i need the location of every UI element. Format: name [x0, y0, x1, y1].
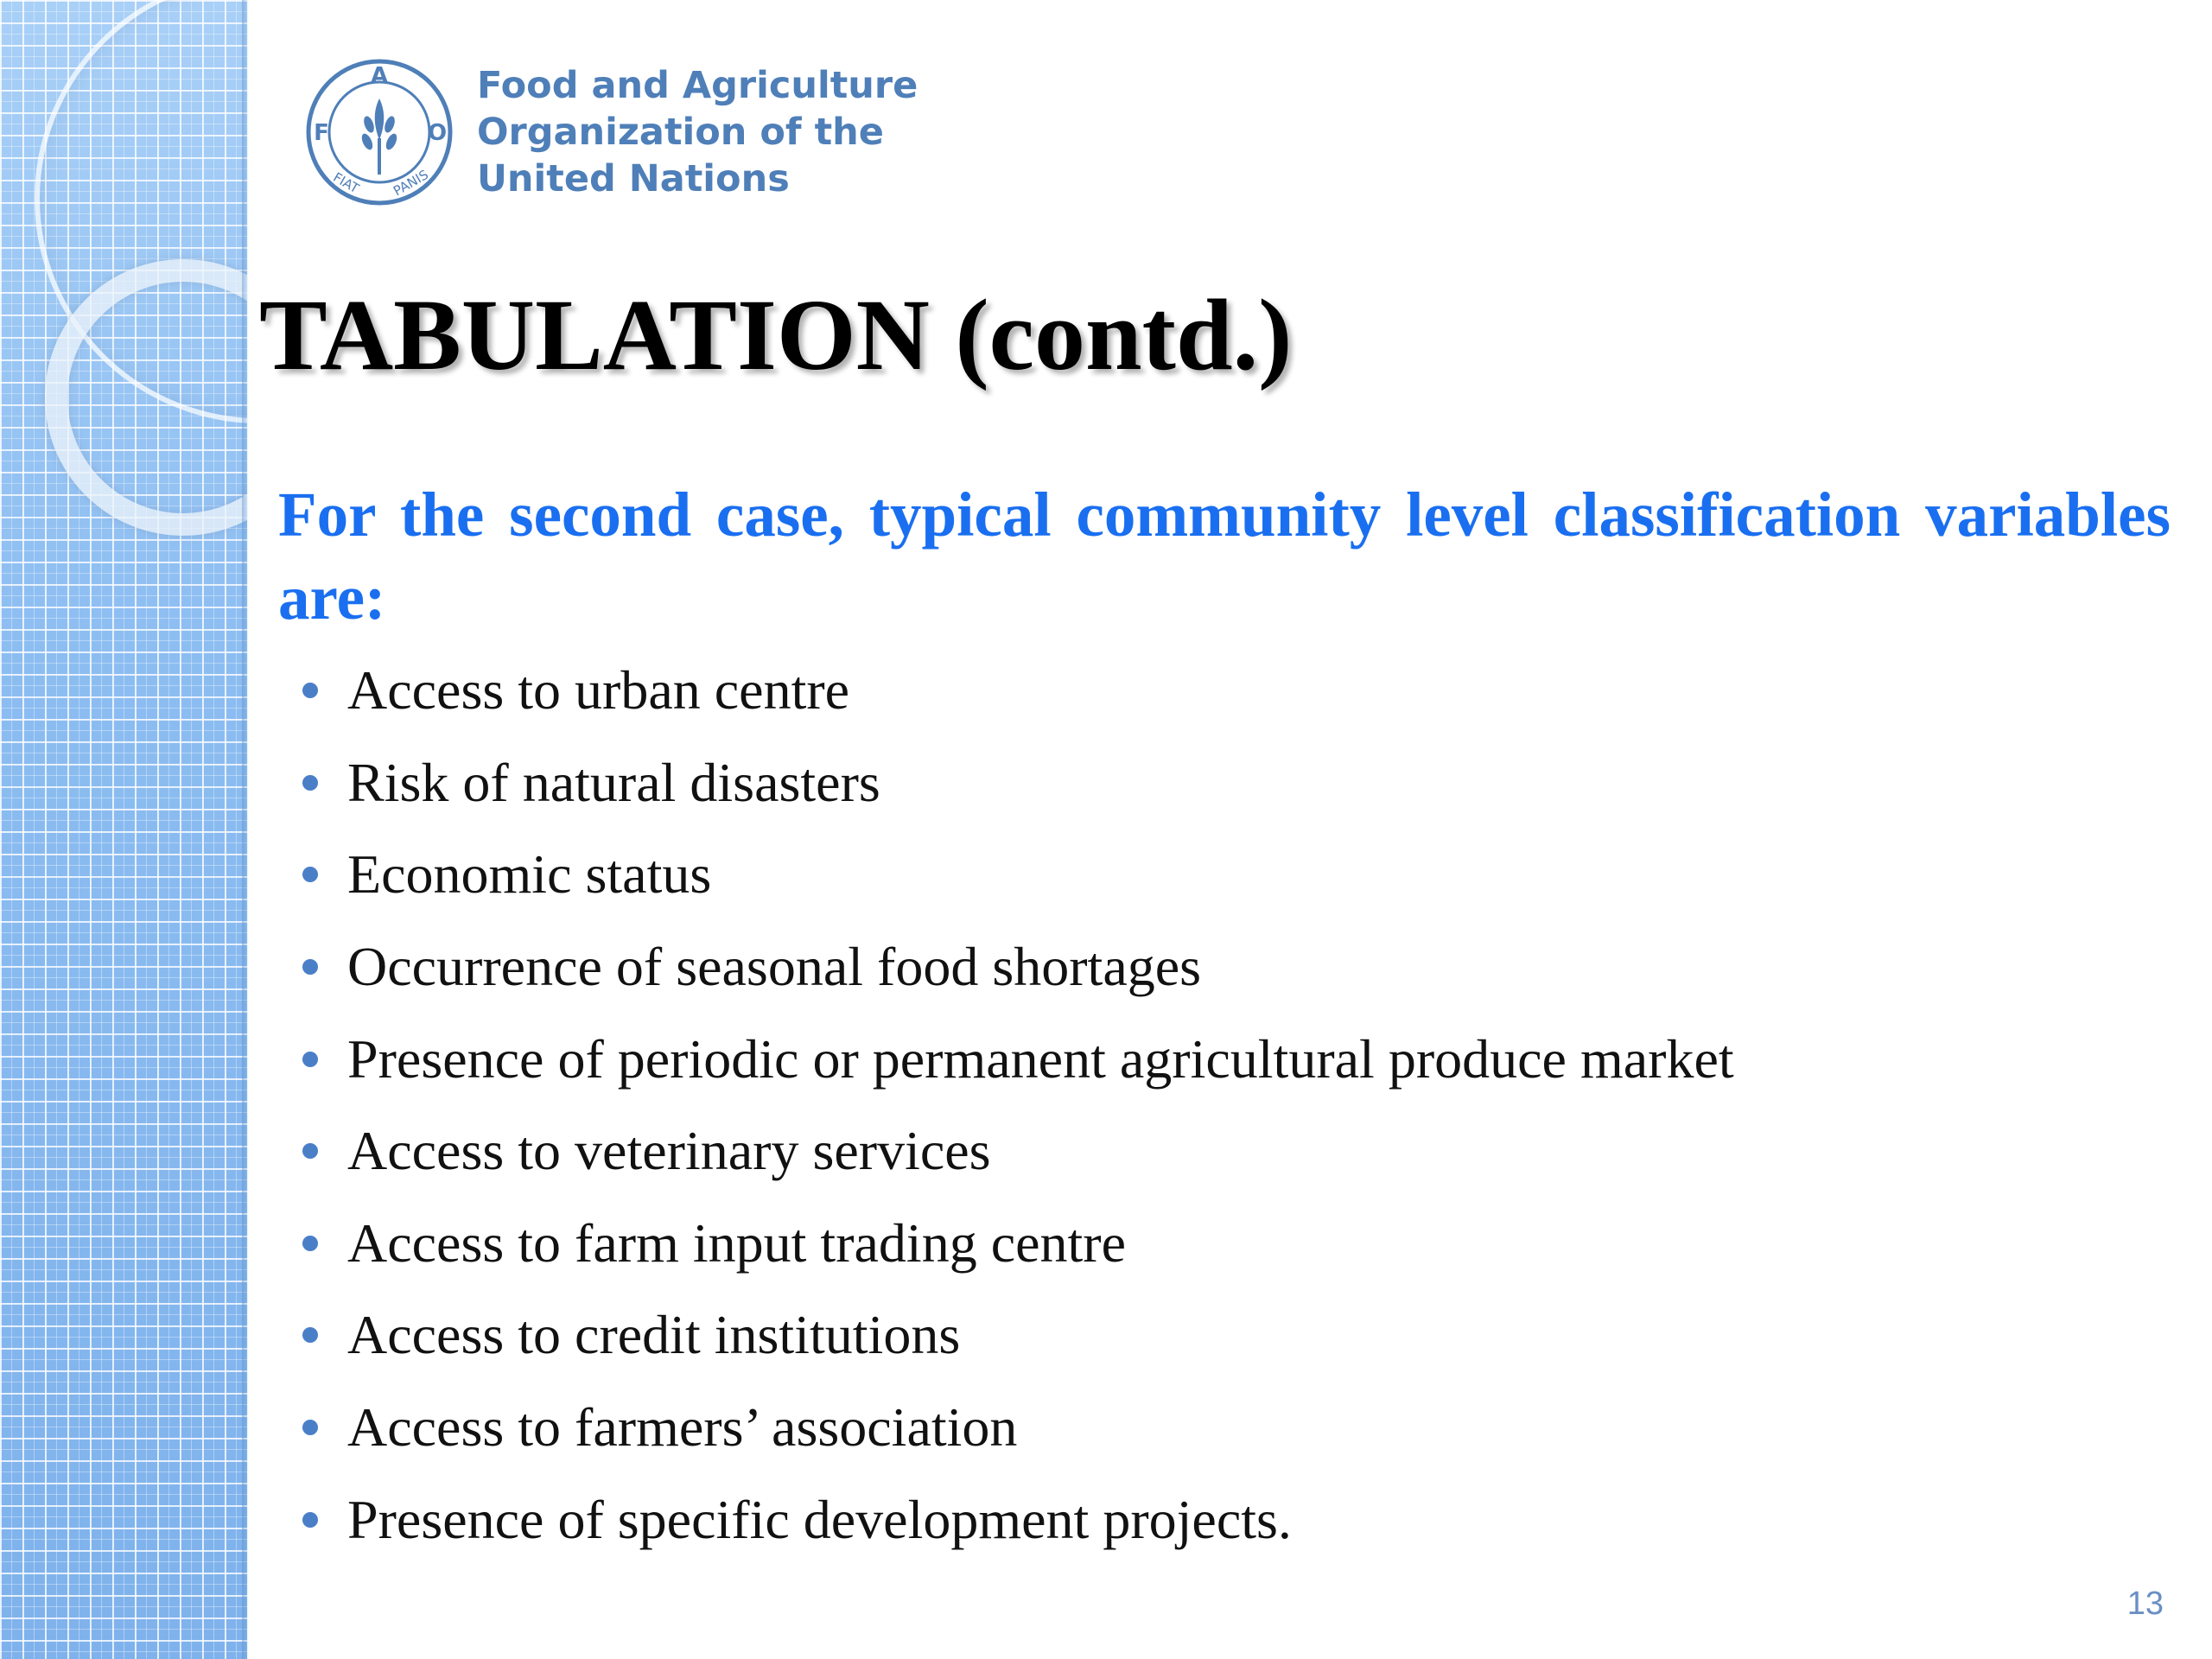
bullet-dot-icon — [302, 1327, 318, 1343]
bullet-dot-icon — [302, 1512, 318, 1528]
list-item — [302, 921, 1734, 1014]
logo-line-2: Organization of the — [477, 111, 884, 154]
list-item-text: Access to credit institutions — [347, 1304, 961, 1366]
list-item-text: Access to farm input trading centre — [347, 1211, 1126, 1274]
logo-line-1: Food and Agriculture — [477, 64, 918, 107]
emblem-letter-left: F — [314, 120, 329, 146]
list-item — [302, 737, 1734, 830]
bullet-dot-icon — [302, 1143, 318, 1159]
list-item — [302, 1289, 1734, 1382]
slide-number: 13 — [2126, 1586, 2164, 1622]
bullet-dot-icon — [302, 683, 318, 698]
list-item-text: Presence of periodic or permanent agricultural produce market — [347, 1027, 1734, 1090]
list-item-text: Economic status — [347, 843, 712, 906]
bullet-dot-icon — [302, 1052, 318, 1067]
emblem-letter-top: A — [370, 63, 389, 89]
side-band-edge — [242, 0, 249, 1659]
list-item-text: Access to urban centre — [347, 659, 850, 721]
list-item — [302, 1198, 1734, 1290]
list-item — [302, 645, 1734, 737]
emblem-motto-left: FIAT — [330, 169, 362, 197]
fao-logo — [304, 57, 918, 207]
emblem-letter-right: O — [427, 120, 448, 146]
fao-emblem-icon — [304, 57, 454, 207]
emblem-motto-right: PANIS — [391, 166, 431, 200]
list-item — [302, 1105, 1734, 1198]
list-item-text: Access to farmers’ association — [347, 1396, 1018, 1459]
list-item — [302, 1473, 1734, 1566]
bullet-dot-icon — [302, 775, 318, 791]
list-item-text: Access to veterinary services — [347, 1120, 991, 1182]
list-item — [302, 1013, 1734, 1105]
slide-title: TABULATION (contd.) — [259, 278, 1293, 391]
list-item-text: Risk of natural disasters — [347, 751, 880, 813]
bullet-dot-icon — [302, 867, 318, 882]
logo-wordmark — [477, 62, 918, 202]
intro-text: For the second case, typical community level classification variables are: — [278, 480, 2171, 632]
list-item-text: Occurrence of seasonal food shortages — [347, 936, 1202, 998]
decorative-side-band — [0, 0, 247, 1659]
list-item — [302, 1382, 1734, 1474]
bullet-list — [302, 645, 1734, 1566]
bullet-dot-icon — [302, 1236, 318, 1251]
list-item — [302, 829, 1734, 921]
bullet-dot-icon — [302, 1420, 318, 1435]
logo-line-3: United Nations — [477, 157, 790, 200]
bullet-dot-icon — [302, 959, 318, 975]
list-item-text: Presence of specific development projects. — [347, 1488, 1292, 1550]
